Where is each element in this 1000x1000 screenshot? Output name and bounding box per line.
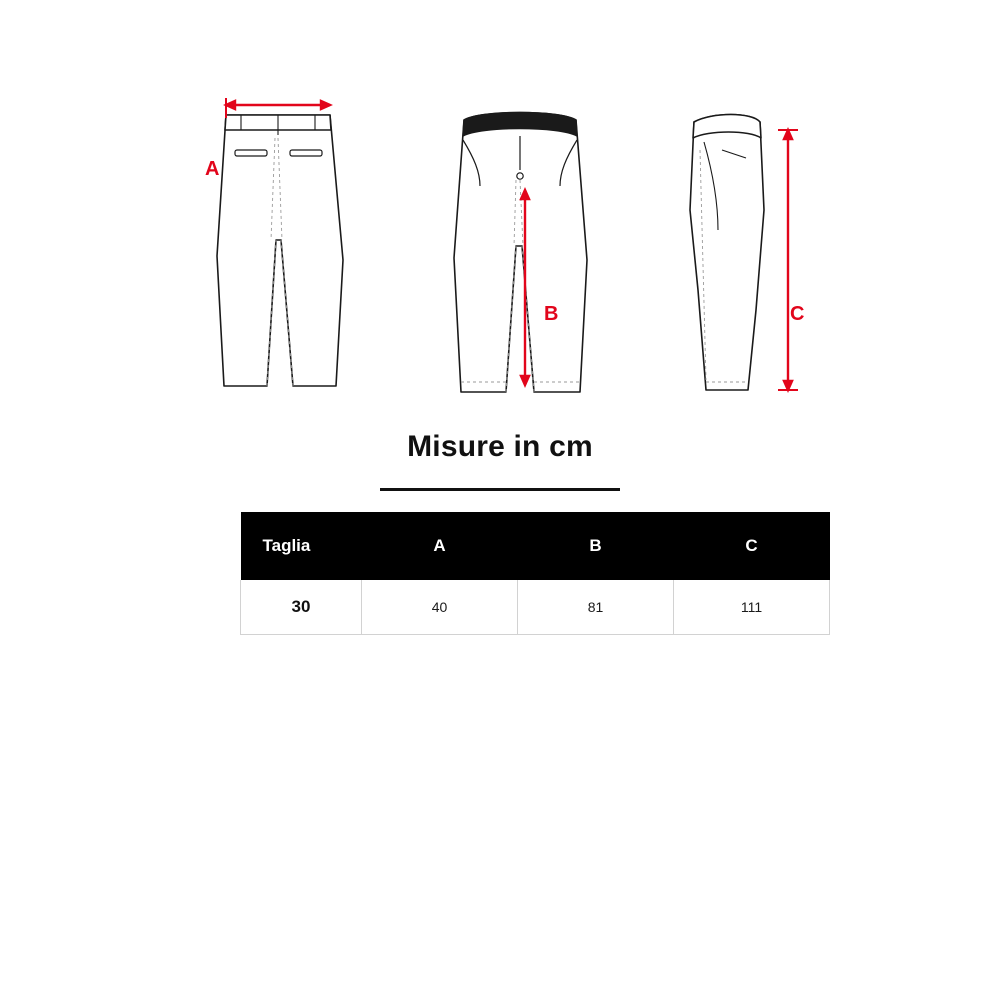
table-row (241, 580, 830, 635)
trousers-back-view-icon (180, 60, 390, 400)
size-table-body (241, 580, 830, 635)
cell-size: 30 (241, 580, 362, 635)
header-a: A (362, 512, 518, 580)
size-table (240, 512, 830, 635)
marker-label-b: B (544, 303, 559, 325)
size-table-wrapper (240, 512, 800, 635)
cell-a: 40 (362, 580, 518, 635)
size-table-head (241, 512, 830, 580)
table-header-row (241, 512, 830, 580)
marker-label-a: A (205, 158, 220, 180)
measurement-illustrations (0, 60, 1000, 420)
trousers-front-view-icon (430, 60, 630, 400)
cell-b: 81 (518, 580, 674, 635)
header-b: B (518, 512, 674, 580)
title-block (0, 430, 1000, 491)
header-c: C (674, 512, 830, 580)
marker-label-c: C (790, 303, 805, 325)
title-divider (380, 488, 620, 491)
header-size: Taglia (241, 512, 362, 580)
trousers-side-view-icon (660, 60, 860, 400)
cell-c: 111 (674, 580, 830, 635)
page-title: Misure in cm (407, 430, 593, 463)
